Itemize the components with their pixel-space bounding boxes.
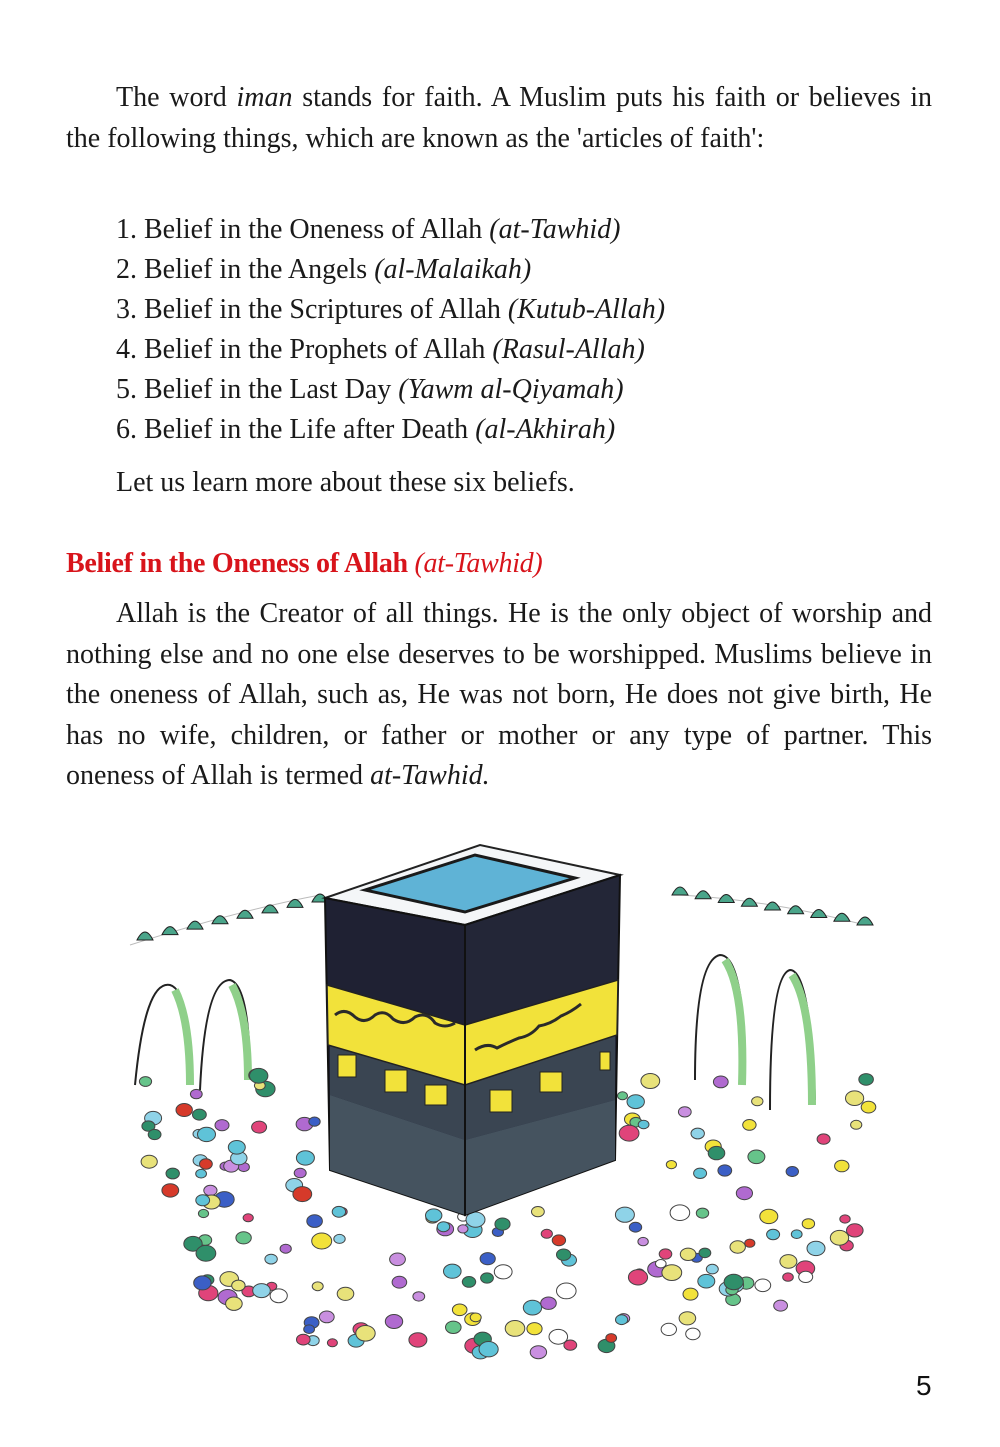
dome-icon bbox=[287, 899, 303, 907]
closing-sentence: Let us learn more about these six beliefs. bbox=[116, 467, 575, 498]
pilgrim-figure bbox=[194, 1276, 211, 1290]
pilgrim-figure bbox=[166, 1168, 179, 1179]
pilgrim-figure bbox=[680, 1248, 696, 1260]
pilgrim-figure bbox=[390, 1253, 406, 1266]
pilgrim-figure bbox=[780, 1255, 797, 1269]
pilgrim-figure bbox=[799, 1271, 813, 1282]
pilgrim-figure bbox=[807, 1241, 825, 1255]
pilgrim-figure bbox=[730, 1241, 745, 1253]
intro-text-before: The word bbox=[116, 82, 237, 113]
pilgrim-figure bbox=[228, 1141, 245, 1155]
pilgrim-figure bbox=[385, 1315, 402, 1329]
pilgrim-figure bbox=[494, 1265, 512, 1279]
pilgrim-figure bbox=[615, 1207, 634, 1222]
pilgrim-figure bbox=[786, 1167, 798, 1177]
pilgrim-figure bbox=[683, 1288, 698, 1300]
dome-icon bbox=[262, 905, 278, 913]
pilgrim-figure bbox=[444, 1264, 462, 1278]
dome-icon bbox=[788, 906, 804, 914]
dome-icon bbox=[834, 913, 850, 921]
pilgrim-figure bbox=[748, 1150, 765, 1164]
pilgrim-figure bbox=[835, 1160, 849, 1172]
item-number: 2. bbox=[116, 254, 137, 285]
item-number: 4. bbox=[116, 334, 137, 365]
pilgrim-figure bbox=[327, 1339, 337, 1347]
pilgrim-figure bbox=[481, 1273, 494, 1283]
item-number: 5. bbox=[116, 374, 137, 405]
pilgrim-figure bbox=[252, 1121, 267, 1133]
pilgrim-figure bbox=[204, 1185, 217, 1195]
pilgrim-figure bbox=[618, 1092, 628, 1100]
dome-icon bbox=[741, 898, 757, 906]
pilgrim-figure bbox=[541, 1229, 552, 1238]
pilgrim-figure bbox=[708, 1146, 725, 1159]
pilgrim-figure bbox=[859, 1074, 874, 1086]
kaaba-illustration bbox=[120, 840, 890, 1360]
pilgrim-figure bbox=[458, 1225, 468, 1233]
intro-text-after: stands for faith. A Muslim puts his faith or believes in the following things, which are known as the 'articles of faith': bbox=[66, 82, 932, 154]
item-number: 1. bbox=[116, 214, 137, 245]
pilgrim-figure bbox=[304, 1325, 315, 1334]
pilgrim-figure bbox=[691, 1128, 704, 1139]
pilgrim-figure bbox=[193, 1109, 207, 1120]
pilgrim-figure bbox=[148, 1129, 161, 1139]
pilgrim-figure bbox=[606, 1334, 617, 1343]
pilgrim-figure bbox=[752, 1097, 763, 1106]
pilgrim-figure bbox=[557, 1283, 577, 1299]
item-text: Belief in the Angels bbox=[144, 254, 368, 285]
pilgrim-figure bbox=[243, 1214, 253, 1222]
pilgrim-figure bbox=[847, 1224, 864, 1237]
tawhid-term: at-Tawhid. bbox=[370, 760, 490, 791]
pilgrim-figure bbox=[745, 1239, 755, 1247]
pilgrim-figure bbox=[392, 1276, 407, 1288]
item-term: (Kutub-Allah) bbox=[507, 294, 666, 325]
pilgrim-figure bbox=[616, 1315, 628, 1325]
pilgrim-figure bbox=[505, 1321, 525, 1337]
pilgrim-figure bbox=[627, 1095, 644, 1109]
dome-icon bbox=[718, 895, 734, 903]
pilgrim-figure bbox=[724, 1274, 743, 1289]
pilgrim-figure bbox=[791, 1230, 802, 1239]
pilgrim-figure bbox=[678, 1107, 691, 1117]
dome-icon bbox=[137, 932, 153, 940]
pilgrim-figure bbox=[686, 1328, 700, 1340]
pilgrim-figure bbox=[176, 1104, 192, 1117]
pilgrim-figure bbox=[215, 1120, 229, 1131]
intro-paragraph bbox=[66, 78, 932, 159]
pilgrim-figure bbox=[307, 1215, 323, 1228]
intro-term-iman: iman bbox=[236, 82, 293, 113]
pilgrim-figure bbox=[666, 1161, 676, 1169]
dome-icon bbox=[672, 887, 688, 895]
pilgrim-figure bbox=[628, 1270, 647, 1285]
pilgrim-figure bbox=[253, 1284, 271, 1298]
pilgrim-figure bbox=[480, 1253, 495, 1265]
dome-icon bbox=[765, 902, 781, 910]
item-term: (Rasul-Allah) bbox=[492, 334, 645, 365]
pilgrim-figure bbox=[446, 1321, 462, 1333]
list-item bbox=[116, 210, 665, 250]
item-term: (al-Malaikah) bbox=[374, 254, 532, 285]
pilgrim-figure bbox=[141, 1155, 157, 1168]
pilgrim-figure bbox=[817, 1134, 830, 1144]
list-item bbox=[116, 410, 665, 450]
pilgrim-figure bbox=[713, 1076, 728, 1088]
pilgrim-figure bbox=[743, 1120, 756, 1131]
pilgrim-figure bbox=[527, 1323, 542, 1335]
pilgrim-figure bbox=[198, 1209, 208, 1217]
dome-icon bbox=[237, 910, 253, 918]
pilgrim-figure bbox=[452, 1304, 467, 1316]
pilgrim-figure bbox=[861, 1101, 876, 1113]
pilgrim-figure bbox=[698, 1274, 715, 1288]
pilgrim-figure bbox=[696, 1208, 708, 1218]
list-item bbox=[116, 330, 665, 370]
pilgrim-figure bbox=[296, 1151, 314, 1165]
pilgrim-figure bbox=[198, 1127, 216, 1141]
page-number: 5 bbox=[916, 1370, 932, 1401]
pilgrim-figure bbox=[413, 1292, 425, 1301]
pilgrim-figure bbox=[332, 1206, 345, 1217]
pilgrim-figure bbox=[783, 1273, 794, 1281]
list-item bbox=[116, 290, 665, 330]
pilgrim-figure bbox=[736, 1187, 752, 1200]
pilgrim-figure bbox=[549, 1329, 568, 1344]
item-text: Belief in the Scriptures of Allah bbox=[144, 294, 501, 325]
pilgrim-figure bbox=[670, 1205, 690, 1221]
pilgrim-figure bbox=[760, 1209, 778, 1223]
dome-icon bbox=[811, 910, 827, 918]
item-term: (at-Tawhid) bbox=[489, 214, 621, 245]
tawhid-paragraph bbox=[66, 594, 932, 797]
pilgrim-figure bbox=[232, 1280, 245, 1291]
pilgrim-figure bbox=[334, 1234, 345, 1243]
pilgrim-figure bbox=[337, 1287, 354, 1300]
pilgrim-figure bbox=[190, 1089, 202, 1098]
pilgrim-figure bbox=[851, 1120, 862, 1129]
pilgrim-figure bbox=[139, 1077, 151, 1087]
item-number: 6. bbox=[116, 414, 137, 445]
pilgrim-figure bbox=[755, 1279, 771, 1292]
pilgrim-figure bbox=[236, 1232, 251, 1244]
pilgrim-figure bbox=[659, 1249, 672, 1259]
pilgrim-figure bbox=[840, 1215, 850, 1223]
section-heading-term: (at-Tawhid) bbox=[414, 548, 543, 579]
item-number: 3. bbox=[116, 294, 137, 325]
pilgrim-figure bbox=[297, 1334, 311, 1345]
pilgrim-figure bbox=[309, 1117, 320, 1126]
item-text: Belief in the Oneness of Allah bbox=[144, 214, 483, 245]
pilgrim-figure bbox=[694, 1168, 707, 1178]
pilgrim-figure bbox=[767, 1229, 780, 1239]
pilgrim-figure bbox=[312, 1282, 323, 1291]
item-text: Belief in the Prophets of Allah bbox=[144, 334, 486, 365]
dome-icon bbox=[162, 927, 178, 935]
pilgrim-figure bbox=[495, 1218, 510, 1230]
pilgrim-figure bbox=[661, 1323, 676, 1335]
articles-of-faith-list bbox=[116, 210, 665, 450]
list-item bbox=[116, 250, 665, 290]
pilgrim-figure bbox=[638, 1120, 649, 1129]
pilgrim-figure bbox=[294, 1168, 306, 1178]
pilgrim-figure bbox=[319, 1311, 334, 1323]
pilgrim-figure bbox=[196, 1169, 207, 1178]
mosque-wall-right bbox=[672, 887, 873, 1110]
pilgrim-figure bbox=[679, 1312, 696, 1325]
pilgrim-figure bbox=[530, 1346, 546, 1359]
pilgrim-figure bbox=[426, 1209, 442, 1222]
pilgrim-figure bbox=[699, 1248, 711, 1258]
pilgrim-figure bbox=[802, 1219, 814, 1229]
pilgrim-figure bbox=[462, 1277, 475, 1288]
pilgrim-figure bbox=[470, 1313, 481, 1322]
pilgrim-figure bbox=[312, 1233, 332, 1249]
item-term: (Yawm al-Qiyamah) bbox=[398, 374, 624, 405]
section-heading-text: Belief in the Oneness of Allah bbox=[66, 548, 408, 579]
pilgrim-figure bbox=[638, 1237, 648, 1245]
pilgrim-figure bbox=[846, 1091, 864, 1106]
pilgrim-figure bbox=[718, 1165, 732, 1176]
pilgrim-figure bbox=[196, 1245, 216, 1261]
pilgrim-figure bbox=[409, 1333, 427, 1347]
pilgrim-figure bbox=[523, 1300, 541, 1315]
pilgrim-figure bbox=[552, 1235, 565, 1246]
pilgrim-figure bbox=[541, 1297, 557, 1309]
pilgrim-figure bbox=[226, 1297, 243, 1310]
tawhid-body-text: Allah is the Creator of all things. He is the only object of worship and nothing else and no one else deserves to be worshipped. Muslims believe in the oneness of Allah, such as, He was not born, He does not give birth, He has no wife, children, or father or mother or any type of partner. This oneness of Allah is termed bbox=[66, 598, 932, 791]
pilgrim-figure bbox=[656, 1260, 667, 1268]
pilgrim-figure bbox=[162, 1184, 179, 1197]
mosque-wall-left bbox=[130, 894, 328, 1090]
pilgrim-figure bbox=[265, 1254, 277, 1264]
item-term: (al-Akhirah) bbox=[475, 414, 616, 445]
dome-icon bbox=[695, 891, 711, 899]
section-heading bbox=[66, 544, 542, 584]
pilgrim-figure bbox=[706, 1264, 718, 1274]
item-text: Belief in the Last Day bbox=[144, 374, 392, 405]
pilgrim-figure bbox=[196, 1195, 210, 1206]
pilgrim-figure bbox=[557, 1249, 571, 1260]
pilgrim-figure bbox=[641, 1074, 660, 1089]
pilgrim-figure bbox=[437, 1222, 449, 1232]
kaaba bbox=[325, 845, 620, 1215]
pilgrim-figure bbox=[200, 1159, 213, 1169]
pilgrim-figure bbox=[356, 1326, 375, 1342]
pilgrim-figure bbox=[619, 1125, 639, 1141]
dome-icon bbox=[857, 917, 873, 925]
pilgrim-figure bbox=[280, 1244, 291, 1253]
item-text: Belief in the Life after Death bbox=[144, 414, 469, 445]
pilgrim-figure bbox=[830, 1230, 848, 1245]
pilgrim-figure bbox=[774, 1300, 788, 1311]
pilgrim-figure bbox=[532, 1207, 545, 1217]
pilgrim-figure bbox=[479, 1342, 498, 1357]
pilgrim-figure bbox=[662, 1265, 682, 1281]
pilgrim-figure bbox=[270, 1289, 287, 1303]
pilgrim-figure bbox=[250, 1068, 268, 1083]
list-item bbox=[116, 370, 665, 410]
pilgrim-figure bbox=[293, 1187, 312, 1202]
dome-icon bbox=[187, 921, 203, 929]
pilgrim-figure bbox=[629, 1222, 641, 1232]
